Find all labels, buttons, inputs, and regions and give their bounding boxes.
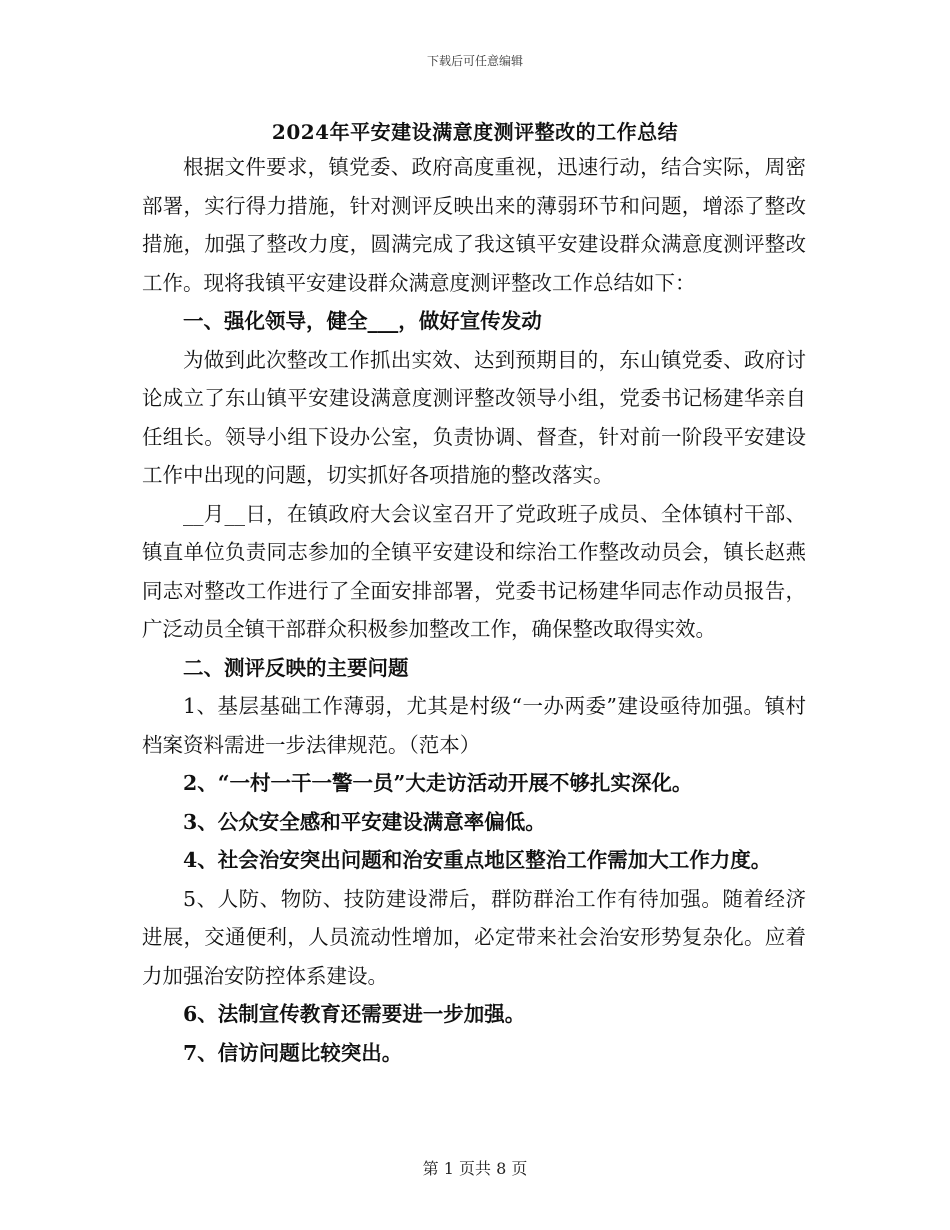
- paragraph-leadership: 为做到此次整改工作抓出实效、达到预期目的，东山镇党委、政府讨论成立了东山镇平安建设满意度测评整改领导小组，党委书记杨建华亲自任组长。领导小组下设办公室，负责协调、督查，针对前一阶段平安建设工作中出现的问题，切实抓好各项措施的整改落实。: [142, 347, 806, 487]
- document-body: [142, 148, 806, 1072]
- problem-item-6: 6、法制宣传教育还需要进一步加强。: [183, 1002, 526, 1026]
- problem-item-3: 3、公众安全感和平安建设满意率偏低。: [183, 809, 546, 834]
- document-title: 2024年平安建设满意度测评整改的工作总结: [271, 120, 679, 144]
- paragraph-meeting: __月__日，在镇政府大会议室召开了党政班子成员、全体镇村干部、镇直单位负责同志参加的全镇平安建设和综治工作整改动员会，镇长赵燕同志对整改工作进行了全面安排部署，党委书记杨建华同志作动员报告，广泛动员全镇干部群众积极参加整改工作，确保整改取得实效。: [142, 501, 806, 641]
- page-header: 下载后可任意编辑: [426, 54, 523, 68]
- problem-item-4: 4、社会治安突出问题和治安重点地区整治工作需加大工作力度。: [183, 848, 772, 872]
- problem-item-2: 2、“一村一干一警一员”大走访活动开展不够扎实深化。: [183, 771, 693, 795]
- section-heading-2: 二、测评反映的主要问题: [183, 655, 409, 680]
- page-footer: 第 1 页共 8 页: [422, 1159, 528, 1178]
- problem-item-1: 1、基层基础工作薄弱，尤其是村级“一办两委”建设亟待加强。镇村档案资料需进一步法律规范。（范本）: [142, 694, 806, 757]
- paragraph-intro: 根据文件要求，镇党委、政府高度重视，迅速行动，结合实际，周密部署，实行得力措施，针对测评反映出来的薄弱环节和问题，增添了整改措施，加强了整改力度，圆满完成了我这镇平安建设群众满意度测评整改工作。现将我镇平安建设群众满意度测评整改工作总结如下：: [142, 155, 806, 295]
- section-heading-1: 一、强化领导，健全___，做好宣传发动: [183, 309, 542, 333]
- problem-item-5: 5、人防、物防、技防建设滞后，群防群治工作有待加强。随着经济进展，交通便利，人员流动性增加，必定带来社会治安形势复杂化。应着力加强治安防控体系建设。: [142, 886, 806, 988]
- problem-item-7: 7、信访问题比较突出。: [183, 1040, 403, 1065]
